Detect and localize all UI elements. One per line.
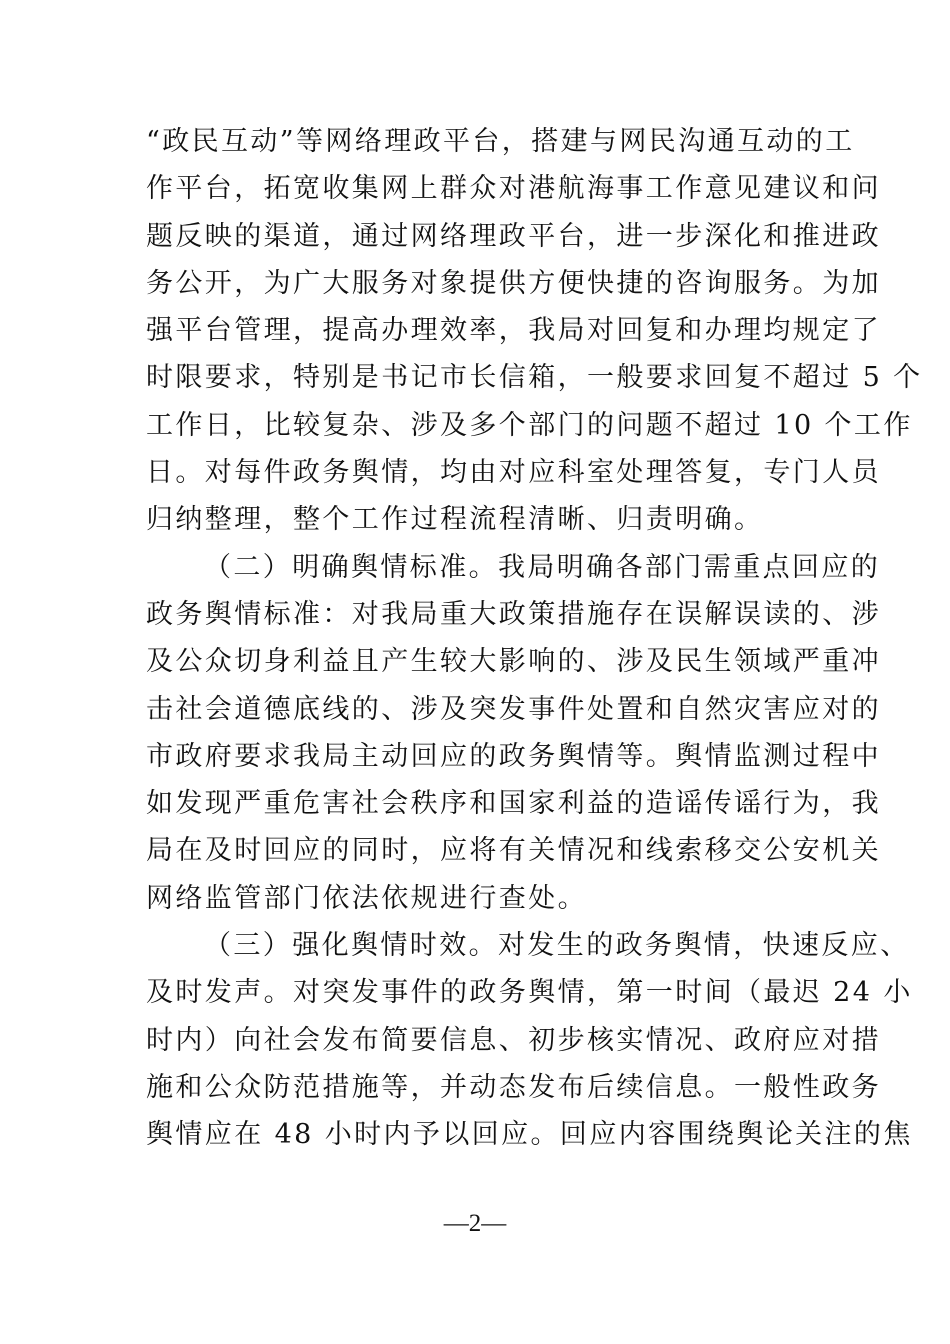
text-line: 舆情应在 48 小时内予以回应。回应内容围绕舆论关注的焦: [146, 1119, 913, 1151]
text-line: “政民互动”等网络理政平台，搭建与网民沟通互动的工: [146, 126, 855, 157]
text-line: 施和公众防范措施等，并动态发布后续信息。一般性政务: [146, 1071, 881, 1103]
text-line: 及公众切身利益且产生较大影响的、涉及民生领域严重冲: [146, 646, 881, 678]
text-line: 市政府要求我局主动回应的政务舆情等。舆情监测过程中: [146, 740, 881, 772]
text-line: 时内）向社会发布简要信息、初步核实情况、政府应对措: [146, 1024, 881, 1056]
text-line: 政务舆情标准：对我局重大政策措施存在误解误读的、涉: [146, 598, 881, 630]
text-line: 时限要求，特别是书记市长信箱，一般要求回复不超过 5 个: [146, 362, 923, 394]
text-line: 归纳整理，整个工作过程流程清晰、归责明确。: [146, 504, 764, 536]
text-line: 如发现严重危害社会秩序和国家利益的造谣传谣行为，我: [146, 788, 881, 820]
text-line: 网络监管部门依法依规进行查处。: [146, 882, 587, 914]
section-heading-line: （三）强化舆情时效。对发生的政务舆情，快速反应、: [204, 930, 910, 962]
page-number: —2—: [443, 1210, 507, 1237]
body-text: [146, 118, 923, 1159]
section-heading-line: （二）明确舆情标准。我局明确各部门需重点回应的: [204, 551, 881, 583]
text-line: 务公开，为广大服务对象提供方便快捷的咨询服务。为加: [146, 267, 881, 299]
text-line: 局在及时回应的同时，应将有关情况和线索移交公安机关: [146, 835, 881, 867]
text-line: 击社会道德底线的、涉及突发事件处置和自然灾害应对的: [146, 693, 881, 725]
text-line: 工作日，比较复杂、涉及多个部门的问题不超过 10 个工作: [146, 409, 913, 441]
text-line: 强平台管理，提高办理效率，我局对回复和办理均规定了: [146, 315, 881, 347]
text-line: 日。对每件政务舆情，均由对应科室处理答复，专门人员: [146, 457, 881, 489]
text-line: 及时发声。对突发事件的政务舆情，第一时间（最迟 24 小: [146, 977, 913, 1009]
text-line: 题反映的渠道，通过网络理政平台，进一步深化和推进政: [146, 220, 881, 252]
text-line: 作平台，拓宽收集网上群众对港航海事工作意见建议和问: [146, 173, 881, 205]
